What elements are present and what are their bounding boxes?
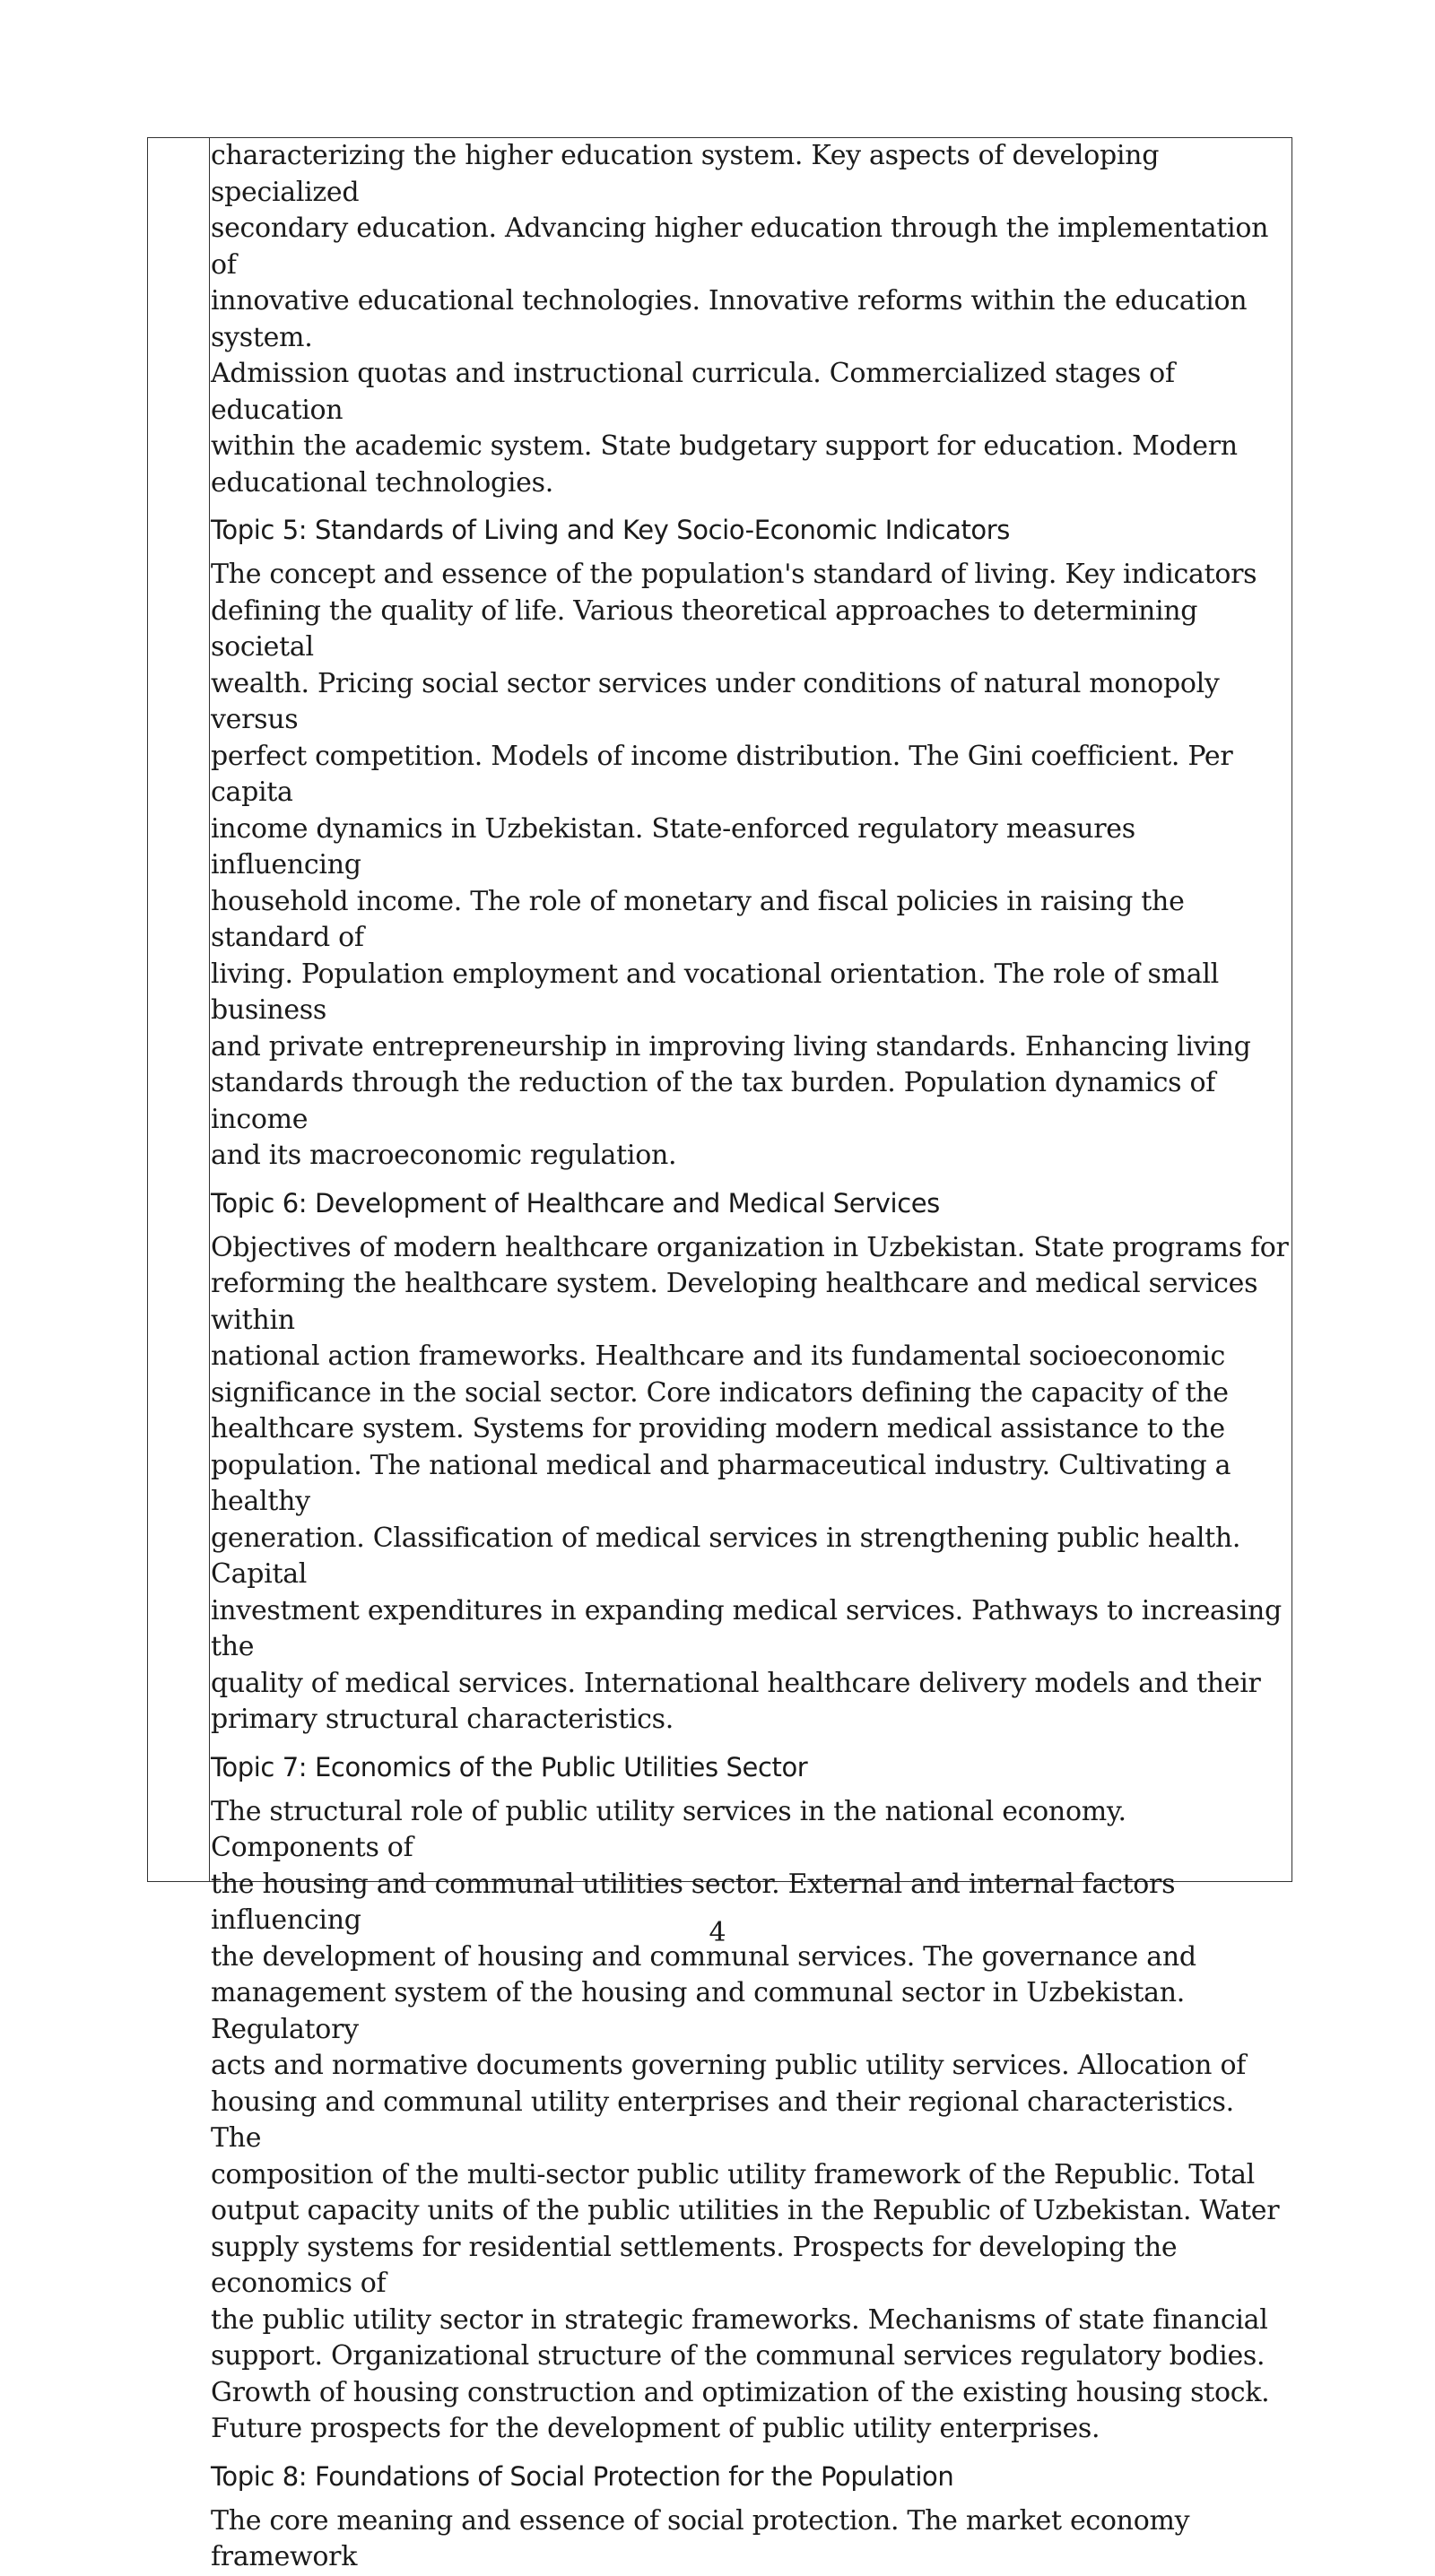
topic-6-heading: Topic 6: Development of Healthcare and Medical Services [211, 1187, 940, 1219]
table-left-column [148, 138, 210, 1881]
topic-5-heading: Topic 5: Standards of Living and Key Socio-Economic Indicators [211, 515, 1010, 545]
topic-8-body: The core meaning and essence of social protection. The market economy framework [211, 2504, 1190, 2572]
page-number: 4 [709, 1917, 726, 1948]
topic-7-body: The structural role of public utility services in the national economy. Components of the housing and communal utilities sector. External and internal factors influencing the development of housing and communal services. The governance and management system of the housing and communal sector in Uzbekistan. Regulatory acts and normative documents governing public utility services. Allocation of housing and communal utility enterprises and their regional characteristics. The composition of the multi-sector public utility framework of the Republic. Total output capacity units of the public utilities in the Republic of Uzbekistan. Water supply systems for residential settlements. Prospects for developing the economics of the public utility sector in strategic frameworks. Mechanisms of state financial support. Organizational structure of the communal services regulatory bodies. Growth of housing construction and optimization of the existing housing stock. Future prospects for the development of public utility enterprises. [211, 1795, 1280, 2444]
topic-5-body: The concept and essence of the population's standard of living. Key indicators defining the quality of life. Various theoretical approaches to determining societal wealth. Pricing social sector services under conditions of natural monopoly versus perfect competition. Models of income distribution. The Gini coefficient. Per capita income dynamics in Uzbekistan. State-enforced regulatory measures influencing household income. The role of monetary and fiscal policies in raising the standard of living. Population employment and vocational orientation. The role of small business and private entrepreneurship in improving living standards. Enhancing living standards through the reduction of the tax burden. Population dynamics of income and its macroeconomic regulation. [211, 559, 1257, 1171]
topic-7-heading: Topic 7: Economics of the Public Utilities Sector [211, 1751, 808, 1782]
content-table [147, 137, 1292, 2572]
topic-6-body: Objectives of modern healthcare organization in Uzbekistan. State programs for reforming the healthcare system. Developing healthcare and medical services within national action frameworks. Healthcare and its fundamental socioeconomic significance in the social sector. Core indicators defining the capacity of the healthcare system. Systems for providing modern medical assistance to the population. The national medical and pharmaceutical industry. Cultivating a healthy generation. Classification of medical services in strengthening public health. Capital investment expenditures in expanding medical services. Pathways to increasing the quality of medical services. International healthcare delivery models and their primary structural characteristics. [211, 1231, 1289, 1735]
topic-8-heading: Topic 8: Foundations of Social Protection for the Population [211, 2460, 954, 2492]
intro-paragraph: characterizing the higher education system. Key aspects of developing specialized secondary education. Advancing higher education through the implementation of innovative educational technologies. Innovative reforms within the education system. Admission quotas and instructional curricula. Commercialized stages of education within the academic system. State budgetary support for education. Modern educational technologies. [211, 140, 1269, 499]
table-content-cell [211, 138, 1292, 2576]
